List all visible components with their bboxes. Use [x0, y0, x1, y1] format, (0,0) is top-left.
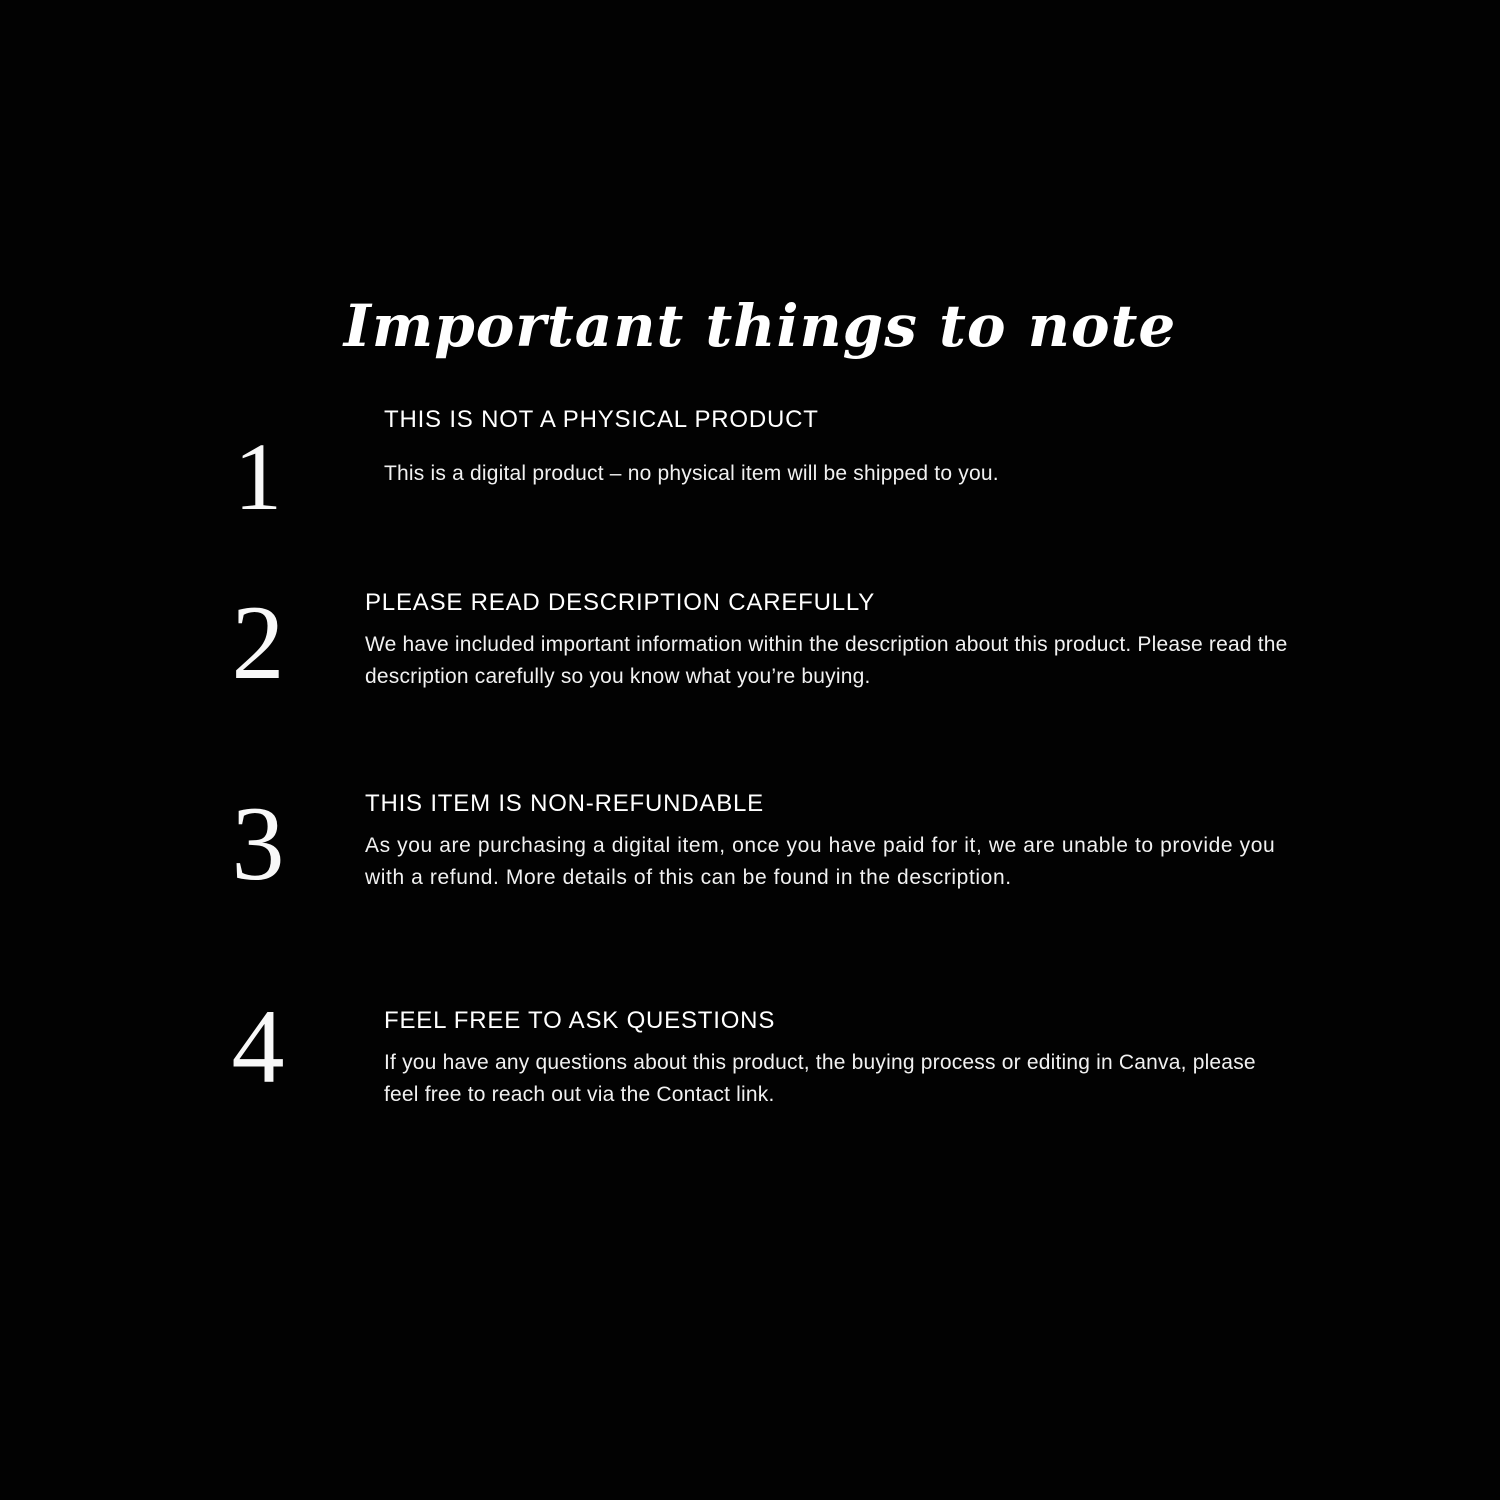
- section-body: As you are purchasing a digital item, once you have paid for it, we are unable to provide you with a refund. More details of this can be found in the description.: [365, 834, 1276, 889]
- section-content: [384, 1006, 1268, 1111]
- section-body: If you have any questions about this product, the buying process or editing in Canva, please feel free to reach out via the Contact link.: [384, 1051, 1256, 1106]
- section-heading: PLEASE READ DESCRIPTION CAREFULLY: [365, 589, 876, 616]
- section-heading: THIS IS NOT A PHYSICAL PRODUCT: [384, 406, 819, 433]
- section-content: [384, 405, 1296, 490]
- section-content: [365, 588, 1297, 693]
- section-body: We have included important information within the description about this product. Please read the description carefully so you know what you’re buying.: [365, 633, 1288, 688]
- section-heading: THIS ITEM IS NON-REFUNDABLE: [365, 790, 764, 817]
- section-heading: FEEL FREE TO ASK QUESTIONS: [384, 1007, 776, 1034]
- section-number: 1: [234, 423, 282, 530]
- section-number: 4: [231, 988, 285, 1105]
- section-body: This is a digital product – no physical item will be shipped to you.: [384, 462, 999, 485]
- page-title: Important things to note: [343, 292, 1177, 360]
- section-number: 3: [231, 785, 285, 902]
- section-number: 2: [231, 584, 285, 701]
- section-content: [365, 789, 1297, 894]
